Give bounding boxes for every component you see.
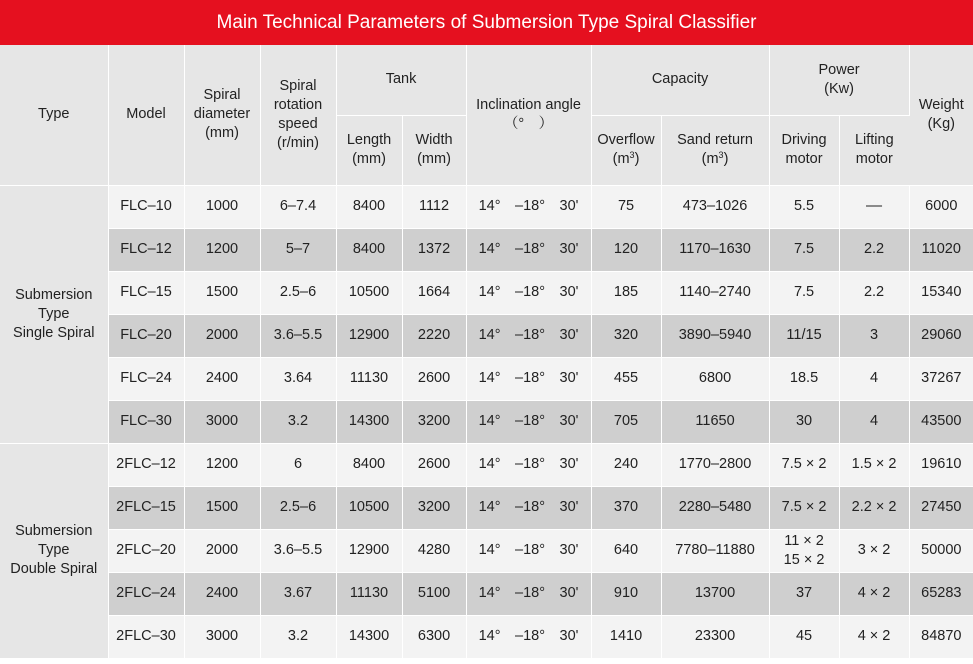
- tank-length-cell: 11130: [336, 572, 402, 615]
- spiral-diameter-cell: 2400: [184, 572, 260, 615]
- sand-return-cell: 1770–2800: [661, 443, 769, 486]
- driving-motor-cell: 18.5: [769, 357, 839, 400]
- tank-width-cell: 1112: [402, 185, 466, 228]
- model-cell: 2FLC–30: [108, 615, 184, 658]
- rotation-speed-cell: 3.2: [260, 615, 336, 658]
- rotation-speed-cell: 3.64: [260, 357, 336, 400]
- model-cell: FLC–30: [108, 400, 184, 443]
- table-row: [0, 486, 973, 529]
- driving-motor-cell: 7.5 × 2: [769, 486, 839, 529]
- tank-length-cell: 10500: [336, 271, 402, 314]
- driving-motor-cell: 37: [769, 572, 839, 615]
- lifting-motor-cell: 4: [839, 400, 909, 443]
- rotation-speed-cell: 5–7: [260, 228, 336, 271]
- lifting-motor-cell: 3 × 2: [839, 529, 909, 572]
- sand-return-cell: 1140–2740: [661, 271, 769, 314]
- spiral-diameter-cell: 1500: [184, 486, 260, 529]
- table-row: [0, 615, 973, 658]
- table-row: [0, 572, 973, 615]
- spiral-diameter-cell: 1500: [184, 271, 260, 314]
- tank-length-cell: 8400: [336, 443, 402, 486]
- header-inclination: Inclination angle （° ）: [466, 45, 591, 185]
- overflow-cell: 705: [591, 400, 661, 443]
- weight-cell: 19610: [909, 443, 973, 486]
- inclination-cell: 14° –18° 30': [466, 314, 591, 357]
- header-power: Power (Kw): [769, 45, 909, 115]
- sand-return-cell: 3890–5940: [661, 314, 769, 357]
- header-rotation-speed: Spiral rotation speed (r/min): [260, 45, 336, 185]
- tank-width-cell: 4280: [402, 529, 466, 572]
- inclination-cell: 14° –18° 30': [466, 271, 591, 314]
- tank-length-cell: 12900: [336, 529, 402, 572]
- weight-cell: 6000: [909, 185, 973, 228]
- rotation-speed-cell: 3.67: [260, 572, 336, 615]
- table-row: [0, 314, 973, 357]
- header-tank: Tank: [336, 45, 466, 115]
- spiral-diameter-cell: 3000: [184, 615, 260, 658]
- model-cell: 2FLC–12: [108, 443, 184, 486]
- rotation-speed-cell: 3.6–5.5: [260, 529, 336, 572]
- weight-cell: 37267: [909, 357, 973, 400]
- model-cell: 2FLC–15: [108, 486, 184, 529]
- spiral-diameter-cell: 1000: [184, 185, 260, 228]
- sand-return-cell: 6800: [661, 357, 769, 400]
- parameters-table: [0, 45, 973, 659]
- model-cell: FLC–20: [108, 314, 184, 357]
- inclination-cell: 14° –18° 30': [466, 572, 591, 615]
- tank-width-cell: 5100: [402, 572, 466, 615]
- table-row: [0, 529, 973, 572]
- lifting-motor-cell: 2.2 × 2: [839, 486, 909, 529]
- tank-width-cell: 3200: [402, 486, 466, 529]
- spiral-diameter-cell: 3000: [184, 400, 260, 443]
- spiral-diameter-cell: 2400: [184, 357, 260, 400]
- tank-width-cell: 1372: [402, 228, 466, 271]
- tank-width-cell: 2600: [402, 443, 466, 486]
- spiral-diameter-cell: 1200: [184, 443, 260, 486]
- sand-return-cell: 23300: [661, 615, 769, 658]
- inclination-cell: 14° –18° 30': [466, 228, 591, 271]
- lifting-motor-cell: 4 × 2: [839, 572, 909, 615]
- model-cell: FLC–24: [108, 357, 184, 400]
- driving-motor-cell: 7.5: [769, 271, 839, 314]
- rotation-speed-cell: 6: [260, 443, 336, 486]
- tank-length-cell: 12900: [336, 314, 402, 357]
- type-cell: Submersion Type Single Spiral: [0, 185, 108, 443]
- spiral-diameter-cell: 1200: [184, 228, 260, 271]
- header-overflow: Overflow $(m^3)$: [591, 115, 661, 185]
- header-spiral-diameter: Spiral diameter (mm): [184, 45, 260, 185]
- inclination-cell: 14° –18° 30': [466, 357, 591, 400]
- tank-width-cell: 3200: [402, 400, 466, 443]
- lifting-motor-cell: 2.2: [839, 271, 909, 314]
- page-title: Main Technical Parameters of Submersion Type Spiral Classifier: [0, 0, 973, 45]
- table-row: [0, 357, 973, 400]
- tank-width-cell: 2600: [402, 357, 466, 400]
- overflow-cell: 240: [591, 443, 661, 486]
- weight-cell: 29060: [909, 314, 973, 357]
- tank-width-cell: 2220: [402, 314, 466, 357]
- header-model: Model: [108, 45, 184, 185]
- inclination-cell: 14° –18° 30': [466, 185, 591, 228]
- rotation-speed-cell: 3.6–5.5: [260, 314, 336, 357]
- sand-return-cell: 11650: [661, 400, 769, 443]
- inclination-cell: 14° –18° 30': [466, 615, 591, 658]
- driving-motor-cell: 7.5: [769, 228, 839, 271]
- header-sand-return: Sand return $(m^3)$: [661, 115, 769, 185]
- rotation-speed-cell: 3.2: [260, 400, 336, 443]
- model-cell: 2FLC–20: [108, 529, 184, 572]
- weight-cell: 50000: [909, 529, 973, 572]
- lifting-motor-cell: 1.5 × 2: [839, 443, 909, 486]
- header-tank-length: Length (mm): [336, 115, 402, 185]
- table-row: [0, 185, 973, 228]
- rotation-speed-cell: 2.5–6: [260, 271, 336, 314]
- driving-motor-cell: 45: [769, 615, 839, 658]
- lifting-motor-cell: 3: [839, 314, 909, 357]
- spiral-diameter-cell: 2000: [184, 529, 260, 572]
- spiral-diameter-cell: 2000: [184, 314, 260, 357]
- overflow-cell: 185: [591, 271, 661, 314]
- sand-return-cell: 7780–11880: [661, 529, 769, 572]
- model-cell: 2FLC–24: [108, 572, 184, 615]
- table-row: [0, 443, 973, 486]
- overflow-cell: 370: [591, 486, 661, 529]
- tank-width-cell: 6300: [402, 615, 466, 658]
- lifting-motor-cell: ––: [839, 185, 909, 228]
- overflow-cell: 320: [591, 314, 661, 357]
- tank-length-cell: 11130: [336, 357, 402, 400]
- rotation-speed-cell: 2.5–6: [260, 486, 336, 529]
- header-weight: Weight (Kg): [909, 45, 973, 185]
- inclination-cell: 14° –18° 30': [466, 486, 591, 529]
- table-row: [0, 271, 973, 314]
- table-row: [0, 228, 973, 271]
- driving-motor-cell: 30: [769, 400, 839, 443]
- weight-cell: 84870: [909, 615, 973, 658]
- tank-length-cell: 10500: [336, 486, 402, 529]
- weight-cell: 65283: [909, 572, 973, 615]
- header-capacity: Capacity: [591, 45, 769, 115]
- driving-motor-cell: 11 × 2 15 × 2: [769, 529, 839, 572]
- header-lifting-motor: Lifting motor: [839, 115, 909, 185]
- weight-cell: 27450: [909, 486, 973, 529]
- overflow-cell: 640: [591, 529, 661, 572]
- header-driving-motor: Driving motor: [769, 115, 839, 185]
- driving-motor-cell: 7.5 × 2: [769, 443, 839, 486]
- tank-length-cell: 14300: [336, 400, 402, 443]
- overflow-cell: 1410: [591, 615, 661, 658]
- tank-width-cell: 1664: [402, 271, 466, 314]
- type-cell: Submersion Type Double Spiral: [0, 443, 108, 658]
- lifting-motor-cell: 4: [839, 357, 909, 400]
- overflow-cell: 120: [591, 228, 661, 271]
- header-type: Type: [0, 45, 108, 185]
- model-cell: FLC–10: [108, 185, 184, 228]
- sand-return-cell: 473–1026: [661, 185, 769, 228]
- overflow-cell: 75: [591, 185, 661, 228]
- tank-length-cell: 8400: [336, 185, 402, 228]
- tank-length-cell: 14300: [336, 615, 402, 658]
- lifting-motor-cell: 2.2: [839, 228, 909, 271]
- rotation-speed-cell: 6–7.4: [260, 185, 336, 228]
- sand-return-cell: 1170–1630: [661, 228, 769, 271]
- table-body: [0, 185, 973, 658]
- model-cell: FLC–15: [108, 271, 184, 314]
- table-row: [0, 400, 973, 443]
- overflow-cell: 910: [591, 572, 661, 615]
- inclination-cell: 14° –18° 30': [466, 443, 591, 486]
- lifting-motor-cell: 4 × 2: [839, 615, 909, 658]
- overflow-cell: 455: [591, 357, 661, 400]
- sand-return-cell: 2280–5480: [661, 486, 769, 529]
- weight-cell: 11020: [909, 228, 973, 271]
- weight-cell: 43500: [909, 400, 973, 443]
- driving-motor-cell: 11/15: [769, 314, 839, 357]
- weight-cell: 15340: [909, 271, 973, 314]
- inclination-cell: 14° –18° 30': [466, 529, 591, 572]
- sand-return-cell: 13700: [661, 572, 769, 615]
- driving-motor-cell: 5.5: [769, 185, 839, 228]
- header-tank-width: Width (mm): [402, 115, 466, 185]
- tank-length-cell: 8400: [336, 228, 402, 271]
- model-cell: FLC–12: [108, 228, 184, 271]
- inclination-cell: 14° –18° 30': [466, 400, 591, 443]
